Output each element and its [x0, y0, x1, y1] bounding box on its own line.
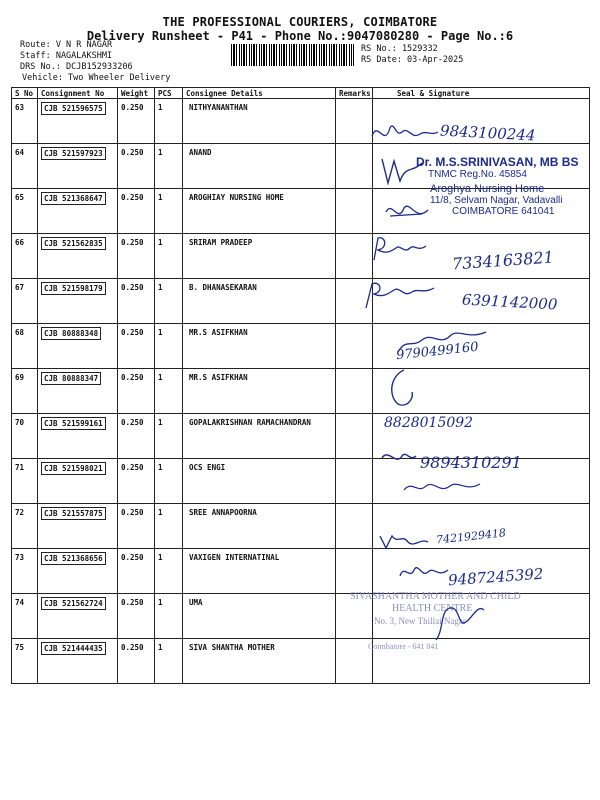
header-consignment: Consignment No [38, 88, 118, 99]
row-pcs: 1 [158, 103, 163, 112]
health-stamp-line1: SIVASHANTHA MOTHER AND CHILD [350, 591, 521, 602]
health-stamp-line2: HEALTH CENTRE [392, 603, 473, 614]
row-remarks [336, 324, 373, 369]
route-text: Route: V N R NAGAR [20, 40, 113, 50]
doctor-stamp-city: COIMBATORE 641041 [452, 206, 555, 217]
header-sno: S No [12, 88, 38, 99]
row-pcs: 1 [158, 328, 163, 337]
row-remarks [336, 189, 373, 234]
row-consignee: GOPALAKRISHNAN RAMACHANDRAN [189, 418, 311, 427]
row-weight: 0.250 [121, 373, 144, 382]
row-weight: 0.250 [121, 418, 144, 427]
row-consignee: MR.S ASIFKHAN [189, 328, 248, 337]
row-remarks [336, 504, 373, 549]
table-header-row [12, 88, 590, 99]
row-sno: 68 [15, 328, 25, 337]
row-consignment: CJB 521598021 [41, 462, 106, 475]
row-sno: 72 [15, 508, 25, 517]
signature-row-70 [384, 366, 424, 410]
doctor-stamp-reg: TNMC Reg.No. 45854 [428, 169, 527, 180]
row-consignee: UMA [189, 598, 203, 607]
row-consignment: CJB 521444435 [41, 642, 106, 655]
row-sno: 64 [15, 148, 25, 157]
row-consignee: NITHYANANTHAN [189, 103, 248, 112]
doctor-stamp-address: 11/8, Selvam Nagar, Vadavalli [430, 195, 563, 206]
signature-row-67 [362, 278, 438, 310]
row-weight: 0.250 [121, 328, 144, 337]
table-row [12, 414, 590, 459]
signature-row-65 [382, 198, 432, 226]
handwritten-phone-67: 6391142000 [461, 290, 558, 314]
row-consignee: OCS ENGI [189, 463, 226, 472]
doctor-stamp-name: Dr. M.S.SRINIVASAN, MB BS [416, 155, 579, 169]
row-remarks [336, 459, 373, 504]
row-weight: 0.250 [121, 553, 144, 562]
row-sno: 63 [15, 103, 25, 112]
company-title: THE PROFESSIONAL COURIERS, COIMBATORE [162, 15, 438, 29]
row-consignment: CJB 521368647 [41, 192, 106, 205]
signature-row-63 [370, 118, 440, 150]
row-consignee: SREE ANNAPOORNA [189, 508, 257, 517]
row-sno: 70 [15, 418, 25, 427]
row-consignment: CJB 80888348 [41, 327, 101, 340]
row-sno: 71 [15, 463, 25, 472]
row-consignee: ANAND [189, 148, 212, 157]
row-weight: 0.250 [121, 148, 144, 157]
row-pcs: 1 [158, 643, 163, 652]
row-pcs: 1 [158, 148, 163, 157]
handwritten-phone-73: 7421929418 [435, 526, 507, 547]
row-pcs: 1 [158, 238, 163, 247]
row-pcs: 1 [158, 418, 163, 427]
header-weight: Weight [118, 88, 155, 99]
row-pcs: 1 [158, 193, 163, 202]
row-consignment: CJB 521596575 [41, 102, 106, 115]
row-weight: 0.250 [121, 463, 144, 472]
row-consignment: CJB 521562835 [41, 237, 106, 250]
row-consignment: CJB 521562724 [41, 597, 106, 610]
row-weight: 0.250 [121, 643, 144, 652]
signature-row-74 [396, 560, 452, 586]
row-consignee: SRIRAM PRADEEP [189, 238, 253, 247]
row-consignment: CJB 521599161 [41, 417, 106, 430]
row-pcs: 1 [158, 283, 163, 292]
row-remarks [336, 549, 373, 594]
header-pcs: PCS [155, 88, 183, 99]
signature-row-71 [378, 446, 418, 470]
handwritten-phone-66: 7334163821 [451, 247, 555, 274]
row-remarks [336, 99, 373, 144]
signature-row-66 [370, 234, 430, 264]
rs-date: RS Date: 03-Apr-2025 [361, 55, 464, 65]
runsheet-subtitle: Delivery Runsheet - P41 - Phone No.:9047080280 - Page No.:6 [86, 29, 514, 43]
row-remarks [336, 144, 373, 189]
row-consignee: SIVA SHANTHA MOTHER [189, 643, 275, 652]
row-sno: 75 [15, 643, 25, 652]
row-sno: 65 [15, 193, 25, 202]
table-row [12, 324, 590, 369]
row-sno: 69 [15, 373, 25, 382]
row-sno: 73 [15, 553, 25, 562]
row-consignee: VAXIGEN INTERNATINAL [189, 553, 280, 562]
doctor-stamp-hospital: Aroghya Nursing Home [430, 183, 545, 195]
row-sno: 74 [15, 598, 25, 607]
handwritten-phone-71: 9894310291 [420, 453, 522, 472]
row-weight: 0.250 [121, 103, 144, 112]
header-signature: Seal & Signature [373, 88, 590, 99]
signature-row-72 [400, 476, 484, 500]
row-remarks [336, 369, 373, 414]
row-consignee: MR.S ASIFKHAN [189, 373, 248, 382]
meta-right-block [361, 44, 463, 66]
row-pcs: 1 [158, 598, 163, 607]
row-sno: 66 [15, 238, 25, 247]
staff-text: Staff: NAGALAKSHMI [20, 51, 113, 61]
doctor-stamp [416, 155, 578, 217]
row-weight: 0.250 [121, 193, 144, 202]
row-consignee: AROGHIAY NURSING HOME [189, 193, 284, 202]
barcode [231, 44, 354, 66]
row-pcs: 1 [158, 508, 163, 517]
row-remarks [336, 414, 373, 459]
meta-left-block [20, 40, 170, 84]
row-weight: 0.250 [121, 598, 144, 607]
drs-number: DRS No.: DCJB152933206 [20, 62, 133, 72]
health-stamp-line4: Coimbatore - 641 041 [368, 642, 439, 651]
handwritten-phone-69: 9790499160 [395, 339, 480, 364]
row-weight: 0.250 [121, 238, 144, 247]
table-row [12, 369, 590, 414]
health-stamp-line3: No. 3, New Thillai Nagar [374, 616, 466, 626]
row-weight: 0.250 [121, 283, 144, 292]
signature-row-73 [376, 530, 432, 554]
row-consignee: B. DHANASEKARAN [189, 283, 257, 292]
row-weight: 0.250 [121, 508, 144, 517]
row-pcs: 1 [158, 463, 163, 472]
row-consignment: CJB 521557875 [41, 507, 106, 520]
row-consignment: CJB 521598179 [41, 282, 106, 295]
row-consignment: CJB 521597923 [41, 147, 106, 160]
handwritten-phone-74: 9487245392 [447, 564, 544, 590]
signature-row-75 [428, 600, 488, 646]
row-sno: 67 [15, 283, 25, 292]
handwritten-phone-70: 8828015092 [384, 415, 474, 431]
row-pcs: 1 [158, 553, 163, 562]
vehicle-text: Vehicle: Two Wheeler Delivery [22, 73, 171, 83]
row-pcs: 1 [158, 373, 163, 382]
handwritten-phone-63: 9843100244 [439, 121, 536, 145]
header-remarks: Remarks [336, 88, 373, 99]
row-remarks [336, 234, 373, 279]
rs-number: RS No.: 1529332 [361, 44, 438, 54]
header-consignee: Consignee Details [183, 88, 336, 99]
row-consignment: CJB 521368656 [41, 552, 106, 565]
row-consignment: CJB 80888347 [41, 372, 101, 385]
